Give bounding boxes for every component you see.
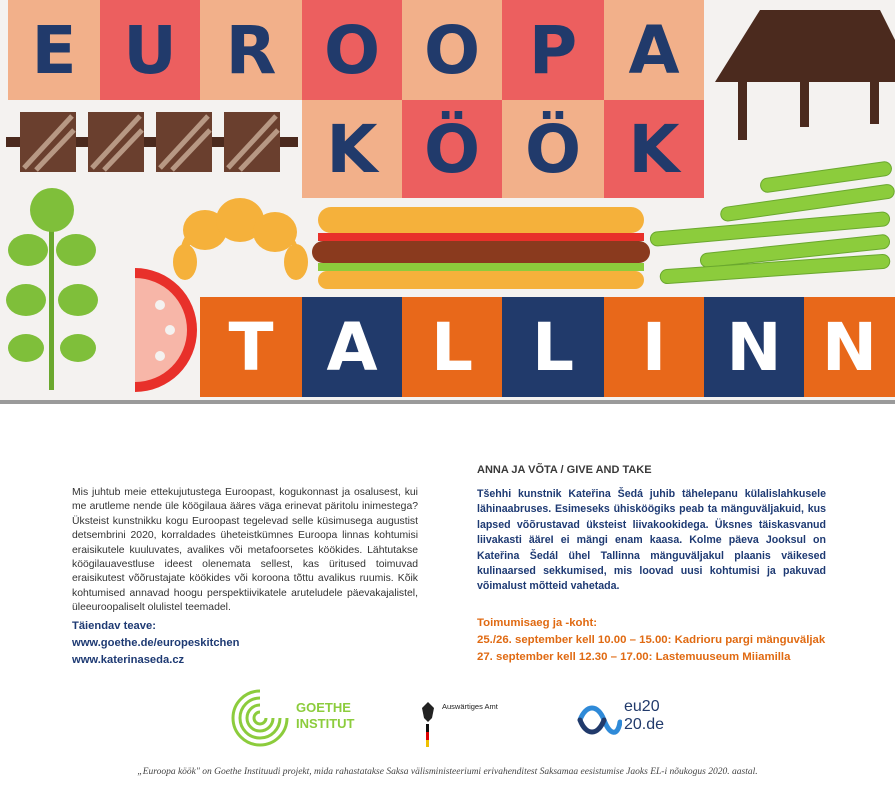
croissant-icon xyxy=(173,198,308,280)
amt-label: Auswärtiges Amt xyxy=(442,702,498,711)
sandwich-icon xyxy=(312,207,650,289)
intro-paragraph: Mis juhtub meie ettekujutustega Euroopast, kogukonnast ja osalusest, kui me arutleme nende üle köögilaua ääres väga erinevat päritolu inimestega? Üksteist kunstnikku kogu Euroopast tegelevad selle küsimusega augustist detsembrini 2020, korraldades üheteistkümnes Euroopa linnas kohtumisi eraisikutele kuuluvates, avalikes või metafoorsetes köökides. Lähtutakse köögilauavestluse ideest olenemata sellest, kas üritused toimuvad eraisikutest võõrustajate köökides või koroona tõttu avalikus ruumis. Kõik kohtumised annavad hoogu perspektiivikatele aruteludele päevakajalistel, üleeuroopaliselt olulistel teemadel. xyxy=(72,487,418,614)
banner-letter: E xyxy=(31,11,77,89)
banner-letter: N xyxy=(726,308,782,386)
more-info-label: Täiendav teave: xyxy=(72,620,156,632)
banner-letter: R xyxy=(225,11,277,89)
banner-letter: T xyxy=(228,308,274,386)
eu2020-logo-icon xyxy=(576,700,622,740)
banner-letter: A xyxy=(628,11,680,89)
banner-letter: Ö xyxy=(524,110,582,188)
banner-letter: L xyxy=(531,308,575,386)
banner-letter: P xyxy=(528,11,578,89)
eu-bottom: 20.de xyxy=(624,716,665,733)
banner-letter: L xyxy=(430,308,474,386)
link-katerinaseda[interactable]: www.katerinaseda.cz xyxy=(72,654,185,666)
section-heading: ANNA JA VÕTA / GIVE AND TAKE xyxy=(477,464,652,476)
banner-letter: Ö xyxy=(423,110,481,188)
goethe-line2: INSTITUT xyxy=(296,716,355,731)
eu-top: eu20 xyxy=(624,698,660,715)
skewer-icon xyxy=(6,112,298,172)
herb-icon xyxy=(6,188,98,390)
banner-letter: I xyxy=(641,308,667,386)
banner-letter: O xyxy=(423,11,481,89)
banner-separator xyxy=(0,400,895,404)
link-goethe[interactable]: www.goethe.de/europeskitchen xyxy=(72,637,240,649)
banner-letter: K xyxy=(326,110,378,188)
banner-letter: U xyxy=(123,11,177,89)
table-icon xyxy=(715,10,895,140)
goethe-logo-icon xyxy=(230,688,290,748)
time-label: Toimumisaeg ja -koht: xyxy=(477,617,598,629)
banner-letter: K xyxy=(628,110,680,188)
federal-eagle-icon xyxy=(420,700,436,748)
project-paragraph: Tšehhi kunstnik Kateřina Šedá juhib tähelepanu külalislahkusele lähinaabruses. Esimeseks ühisköögiks peab ta mänguväljakuid, kus lapsed võõrustavad üksteist liivakookidega. Üksnes täiskasvanud liivakasti ääreI ei mängi enam kaasa. Kolme päeva Jooksul on Kateřina Šedál ühel Tallinna mänguväljakul plaanis väikesed kulinaarsed sekkumised, mis loovad uusi kohtumisi ja pakuvad võimalust mõtteid vahetada. xyxy=(477,488,826,593)
goethe-line1: GOETHE xyxy=(296,700,351,715)
time-line-2: 27. september kell 12.30 – 17.00: Lastemuuseum Miiamilla xyxy=(477,651,791,663)
beans-icon xyxy=(650,161,895,284)
footer-note: „Euroopa köök" on Goethe Instituudi projekt, mida rahastatakse Saksa välisministeeriumi erivahenditest Saksamaa eesistumise Jaoks EL-i nõukogus 2020. aastal. xyxy=(137,767,758,777)
banner-letter: N xyxy=(821,308,878,386)
tomato-icon xyxy=(135,268,197,392)
time-line-1: 25./26. september kell 10.00 – 15.00: Kadrioru pargi mänguväljak xyxy=(477,634,826,646)
banner-letter: O xyxy=(323,11,381,89)
banner-letter: A xyxy=(326,308,378,386)
